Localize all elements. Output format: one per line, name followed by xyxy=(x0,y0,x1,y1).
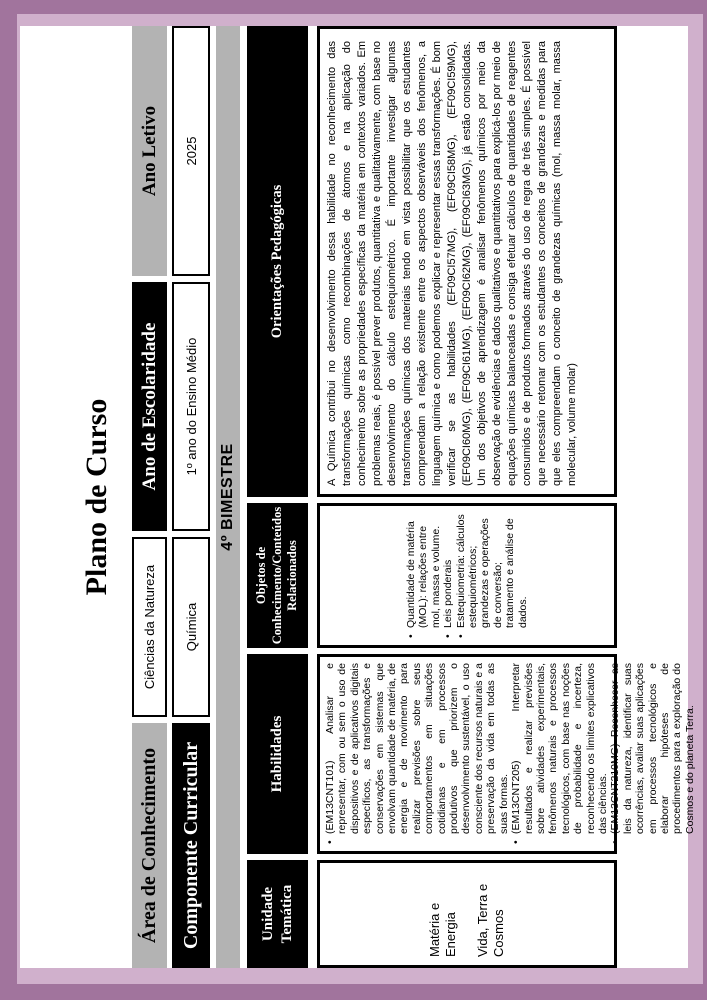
objeto-item xyxy=(455,512,529,639)
objeto-text: Quantidade de matéria (MOL): relações entre mol, massa e volume. xyxy=(404,521,442,628)
cell-unidade-tematica xyxy=(317,860,617,968)
unidade-item: Matéria e Energia xyxy=(427,902,458,957)
ano-escolaridade-value: 1º ano do Ensino Médio xyxy=(172,282,210,531)
habilidade-item xyxy=(324,663,510,845)
bullet-icon: • xyxy=(454,634,467,638)
header-objetos-conhecimento: Objetos de Conhecimento/Conteúdos Relacionados xyxy=(247,503,308,648)
bullet-icon: • xyxy=(442,634,455,638)
header-orientacoes-pedagogicas: Orientações Pedagógicas xyxy=(247,26,308,497)
componente-curricular-value: Química xyxy=(172,537,210,717)
header-unidade-tematica: Unidade Temática xyxy=(247,860,308,968)
bullet-icon: • xyxy=(510,840,523,844)
ano-escolaridade-label: Ano de Escolaridade xyxy=(132,282,167,531)
header-habilidades: Habilidades xyxy=(247,654,308,854)
objeto-text: Estequiometria: cálculos estequiométricos; grandezas e operações de conversão; tratamento e análise de dados. xyxy=(454,514,529,628)
document-page xyxy=(20,26,696,968)
course-plan-sheet xyxy=(20,26,696,968)
bullet-icon: • xyxy=(609,840,622,844)
objeto-item xyxy=(405,512,442,639)
cell-orientacoes-pedagogicas: A Química contribui no desenvolvimento dessa habilidade no reconhecimento das transformações químicas como recombinações de átomos e na aplicação do conhecimento sobre as propriedades específicas da matéria em contextos variados. Em problemas reais, é possível prever produtos, quantitativa e qualitativamente, com base no desenvolvimento do cálculo estequiométrico. É importante investigar algumas transformações químicas dos materiais tendo em vista possibilitar que os estudantes compreendam a relação existente entre os aspectos observáveis dos fenômenos, a linguagem química e como podemos explicar e representar essas transformações. É bom verificar se as habilidades (EF09CI57MG), (EF09CI58MG), (EF09CI59MG), (EF09CI60MG), (EF09CI61MG), (EF09CI62MG), (EF09CI63MG), já estão consolidadas. Um dos objetivos de aprendizagem é analisar fenômenos químicos por meio da observação de evidências e dados qualitativos e quantitativos para explicá-los por meio de equações químicas balanceadas e consiga efetuar cálculos de quantidades de reagentes consumidos e de produtos formados através do uso de regra de três simples. É possível que necessário retomar com os estudantes os conceitos de grandezas e medidas para que eles compreendam o conceito de grandezas químicas (mol, massa molar, massa molecular, volume molar) xyxy=(317,26,617,497)
ano-letivo-label: Ano Letivo xyxy=(132,26,167,276)
page-title: Plano de Curso xyxy=(80,398,113,596)
cell-objetos-conhecimento xyxy=(317,503,617,648)
habilidade-text: (EM13CNT101) Analisar e representar, com ou sem o uso de dispositivos e de aplicativos digitais específicos, as transformações e conservações em sistemas que envolvam quantidade de matéria, de energia e de movimento para realizar previsões sobre seus comportamentos em situações cotidianas e em processos produtivos que priorizem o desenvolvimento sustentável, o uso consciente dos recursos naturais e a preservação da vida em todas as suas formas. xyxy=(324,662,510,834)
objeto-item xyxy=(442,512,454,639)
habilidade-item xyxy=(609,663,696,845)
cell-habilidades xyxy=(317,654,696,854)
componente-curricular-label: Componente Curricular xyxy=(172,723,210,968)
habilidade-item xyxy=(510,663,609,845)
area-conhecimento-value: Ciências da Natureza xyxy=(132,537,167,717)
bullet-icon: • xyxy=(404,634,417,638)
area-conhecimento-label: Área de Conhecimento xyxy=(132,723,167,968)
objeto-text: Leis ponderais xyxy=(442,559,455,628)
habilidade-text: (EM13CNT205) Interpretar resultados e realizar previsões sobre atividades experimentais, fenômenos naturais e processos tecnológicos, com base nas noções de probabilidade e incerteza, reconhecendo os limites explicativos das ciências. xyxy=(510,663,609,834)
unidade-item: Vida, Terra e Cosmos xyxy=(475,883,506,957)
bullet-icon: • xyxy=(324,840,336,844)
habilidade-text: (EM13CNT210MG) Reconhecer as leis da natureza, identificar suas ocorrências, avaliar suas aplicações em processos tecnológicos e elaborar hipóteses de procedimentos para a exploração do Cosmos e do planeta Terra. xyxy=(609,663,696,834)
ano-letivo-value: 2025 xyxy=(172,26,210,276)
bimestre-banner: 4º BIMESTRE xyxy=(216,26,240,968)
